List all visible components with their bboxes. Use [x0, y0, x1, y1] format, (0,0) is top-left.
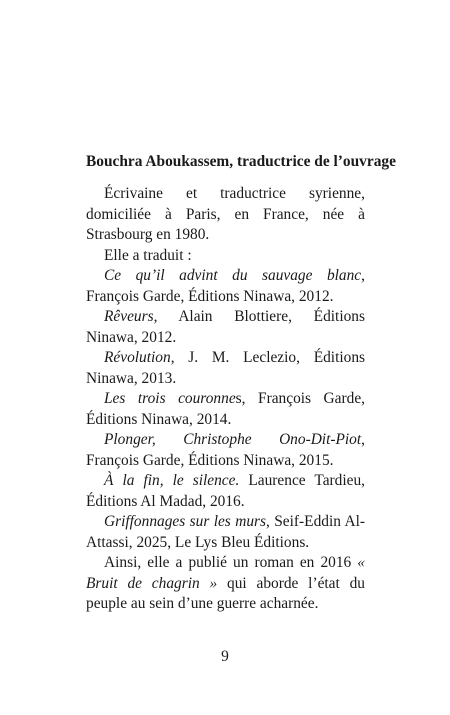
work-details: , Alain Blottiere, Éditions Ninawa, 2012. [86, 308, 365, 346]
work-details: , François Garde, Éditions Ninawa, 2015. [86, 431, 365, 469]
work-title: Ce qu’il advint du sauvage blanc [104, 267, 362, 284]
work-details: Laurence Tardieu, Éditions Al Madad, 2016. [86, 472, 365, 510]
closing-paragraph [86, 553, 365, 615]
work-item [86, 430, 365, 471]
closing-before: Ainsi, elle a publié un roman en 2016 [104, 554, 358, 571]
section-heading: Bouchra Aboukassem, traductrice de l’ouvrage [86, 153, 396, 170]
intro-paragraph: Écrivaine et traductrice syrienne, domiciliée à Paris, en France, née à Strasbourg en 1980. [86, 185, 365, 243]
work-title: À la fin, le silence. [104, 472, 240, 489]
work-details: s, François Garde, Éditions Ninawa, 2014. [86, 390, 365, 428]
biography-text [86, 184, 365, 615]
work-title: Les trois couronne [104, 390, 236, 407]
work-title: Plonger, Christophe Ono-Dit-Piot [104, 431, 362, 448]
work-title: Rêveurs [104, 308, 154, 325]
work-details: , J. M. Leclezio, Éditions Ninawa, 2013. [86, 349, 365, 387]
closing-after: qui aborde l’état du peuple au sein d’une guerre acharnée. [86, 574, 365, 612]
work-item [86, 471, 365, 512]
translated-label: Elle a traduit : [104, 246, 192, 264]
work-details: , Seif-Eddin Al-Attassi, 2025, Le Lys Bleu Éditions. [86, 513, 365, 551]
work-item [86, 389, 365, 430]
work-item [86, 512, 365, 553]
work-details: , François Garde, Éditions Ninawa, 2012. [86, 267, 365, 305]
work-item [86, 266, 365, 307]
novel-title: « Bruit de chagrin » [86, 554, 365, 592]
work-title: Griffonnages sur les murs [104, 513, 266, 530]
work-item [86, 307, 365, 348]
page-number: 9 [221, 648, 229, 665]
work-item [86, 348, 365, 389]
work-title: Révolution [104, 349, 171, 366]
